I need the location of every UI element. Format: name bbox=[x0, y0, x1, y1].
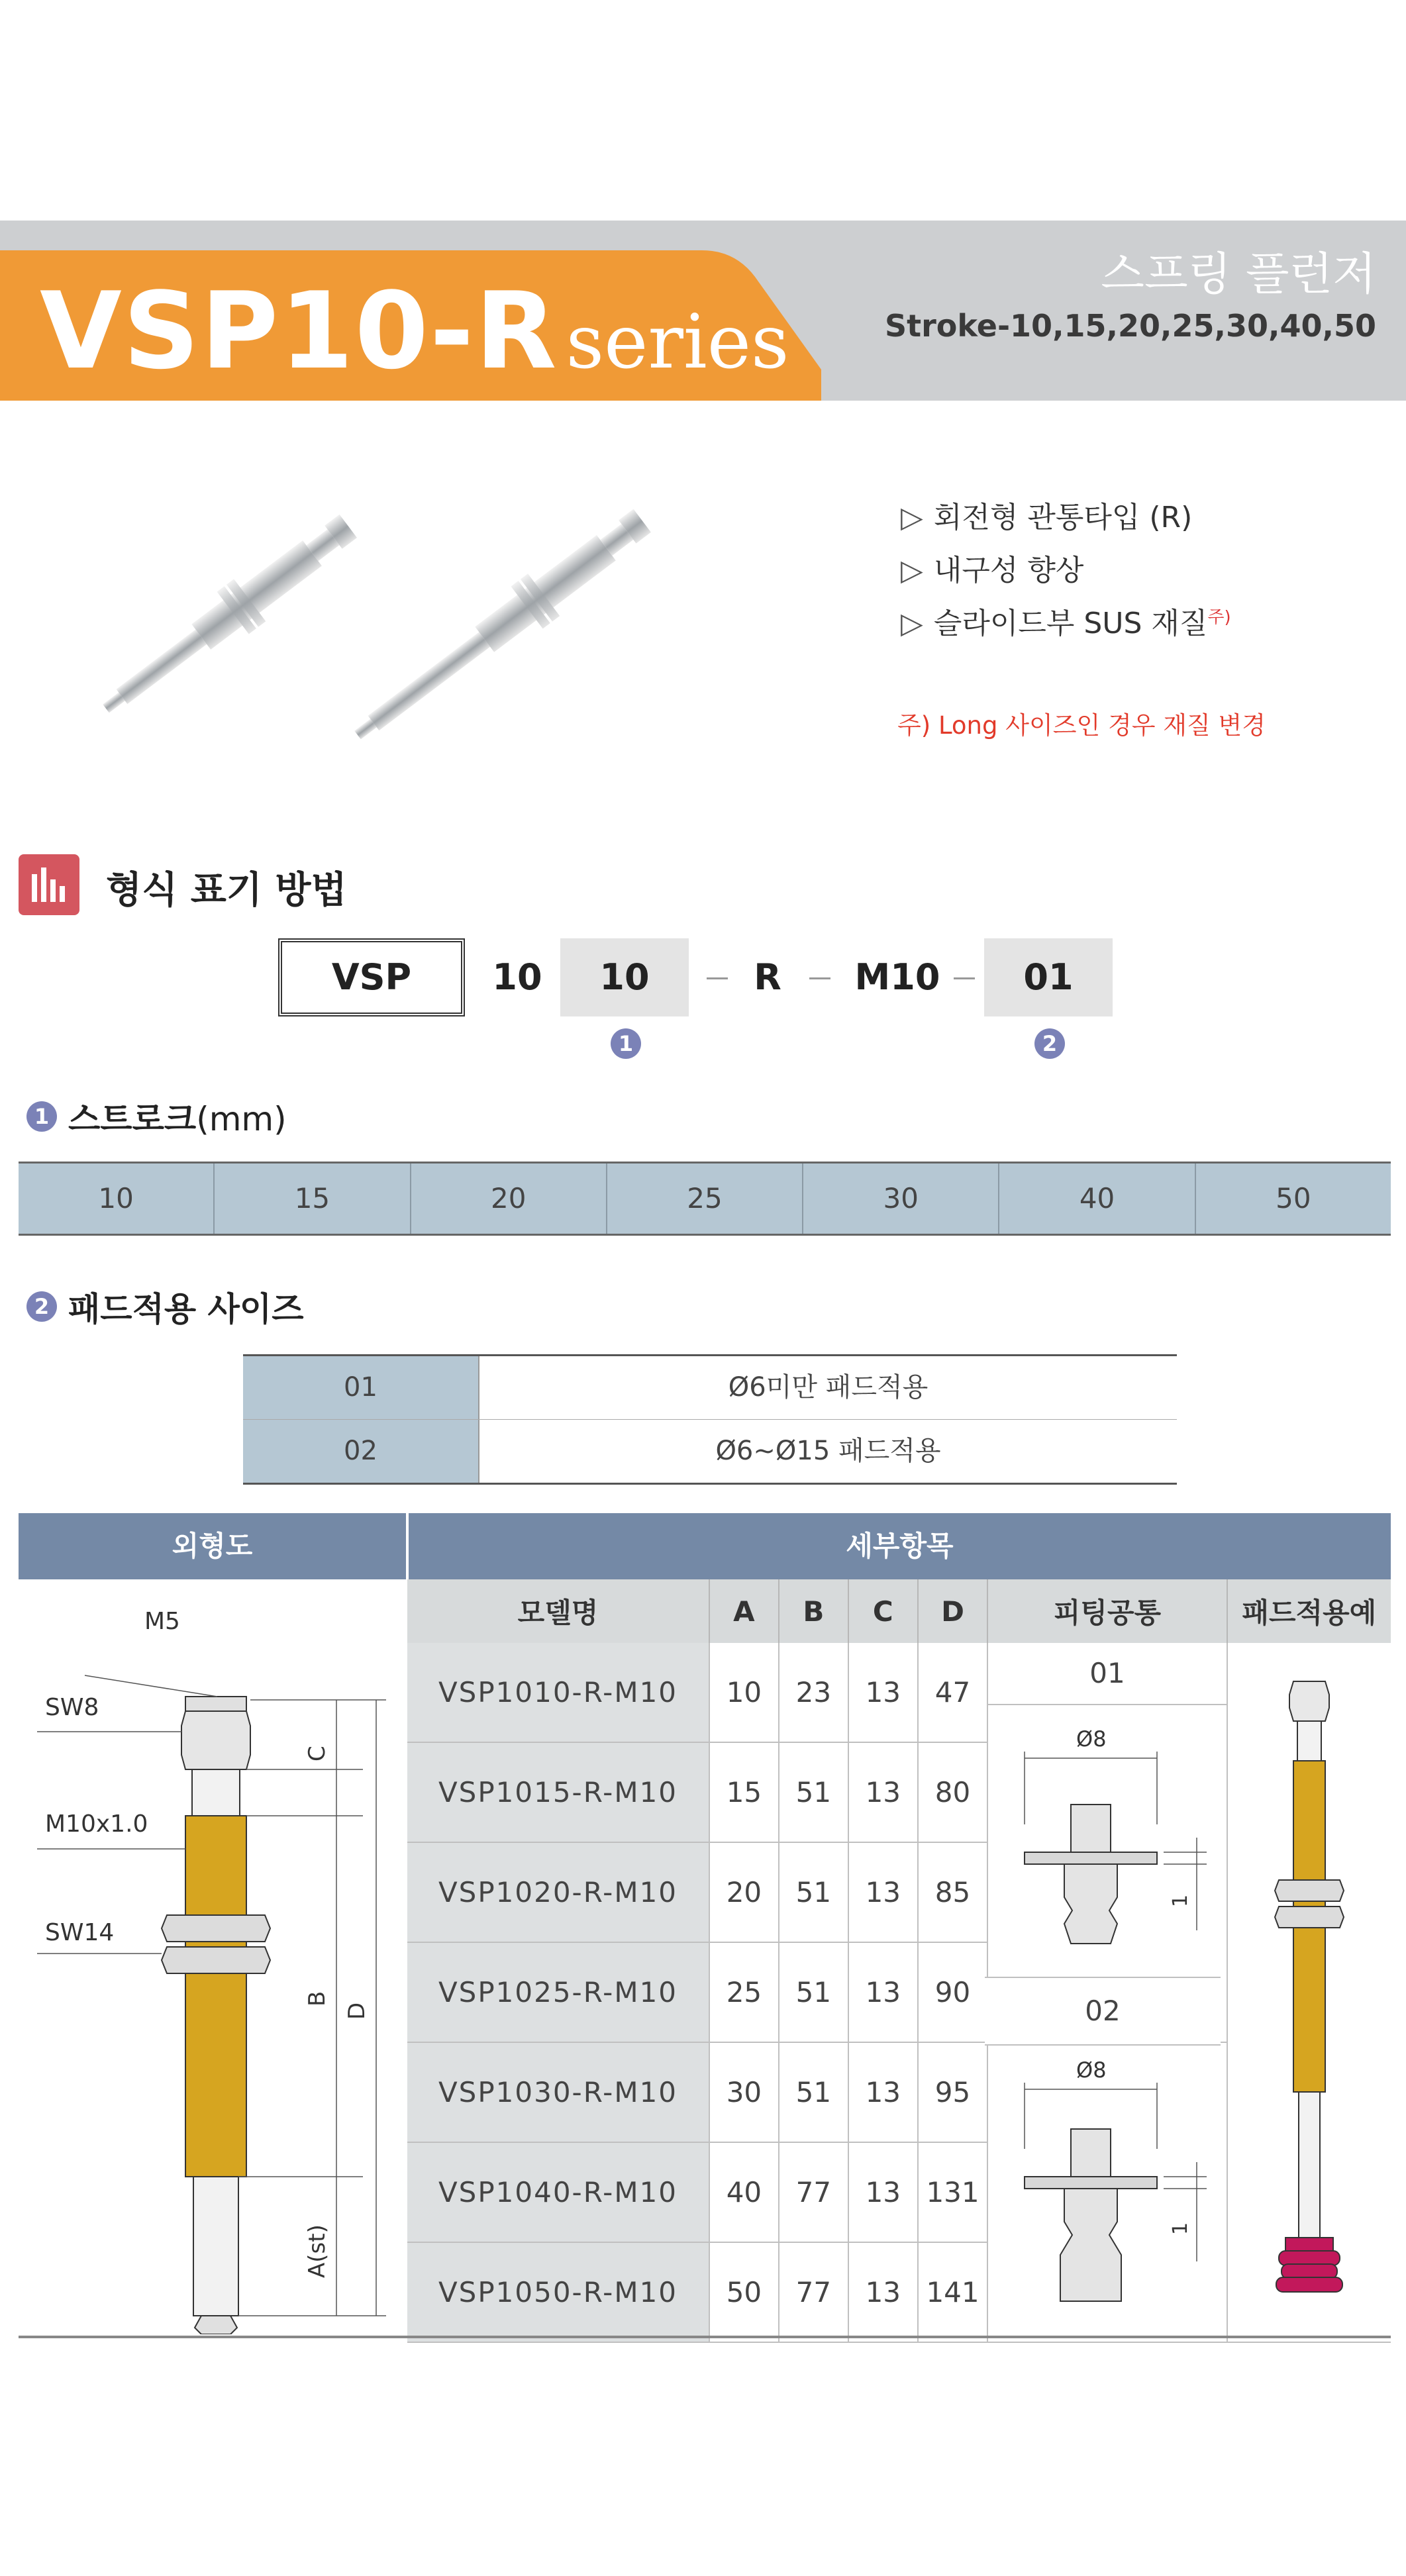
col-pad-example: 패드적용예 bbox=[1227, 1579, 1391, 1643]
pn-pad-size: 01 bbox=[984, 938, 1113, 1016]
pad-size-table bbox=[243, 1354, 1177, 1485]
col-model: 모델명 bbox=[407, 1579, 709, 1643]
cell-c: 13 bbox=[848, 2042, 918, 2142]
bar-chart-icon bbox=[19, 854, 79, 915]
label-c: C bbox=[304, 1746, 330, 1761]
fitting-drawing bbox=[998, 2050, 1217, 2341]
pn-marker-2: 2 bbox=[1034, 1028, 1065, 1059]
col-fitting: 피팅공통 bbox=[987, 1579, 1227, 1643]
label-m10: M10x1.0 bbox=[45, 1810, 148, 1838]
pn-thread: M10 bbox=[854, 956, 940, 998]
pn-dash bbox=[809, 977, 830, 979]
pn-stroke: 10 bbox=[560, 938, 689, 1016]
feature-item: ▷ 슬라이드부 SUS 재질$^{주)}$ bbox=[901, 607, 1231, 640]
stroke-title: 스트로크(mm) bbox=[68, 1100, 287, 1138]
table-row bbox=[407, 1643, 1391, 1742]
stroke-options: Stroke-10,15,20,25,30,40,50 bbox=[885, 308, 1376, 344]
outline-drawing bbox=[19, 1583, 406, 2334]
label-d: D bbox=[344, 2002, 370, 2020]
cell-a: 10 bbox=[709, 1643, 779, 1742]
col-b: B bbox=[779, 1579, 848, 1643]
section-title: 형식 표기 방법 bbox=[106, 869, 347, 912]
cell-b: 77 bbox=[779, 2242, 848, 2342]
cell-model: VSP1015-R-M10 bbox=[407, 1742, 709, 1842]
label-b: B bbox=[304, 1991, 330, 2006]
cell-model: VSP1030-R-M10 bbox=[407, 2042, 709, 2142]
cell-model: VSP1050-R-M10 bbox=[407, 2242, 709, 2342]
pn-dash bbox=[707, 977, 728, 979]
fitting-code: 01 bbox=[988, 1643, 1226, 1705]
fitting-dim: 1 bbox=[1168, 2222, 1192, 2235]
fitting-drawing bbox=[998, 1705, 1217, 1990]
cell-a: 25 bbox=[709, 1942, 779, 2042]
cell-b: 51 bbox=[779, 2042, 848, 2142]
series-title: VSP10-R series bbox=[40, 269, 789, 393]
pn-bore: 10 bbox=[492, 956, 542, 998]
cell-a: 15 bbox=[709, 1742, 779, 1842]
cell-d: 95 bbox=[918, 2042, 988, 2142]
cell-d: 90 bbox=[918, 1942, 988, 2042]
plunger-image-right bbox=[342, 499, 658, 756]
cell-b: 23 bbox=[779, 1643, 848, 1742]
product-photo bbox=[93, 477, 755, 768]
cell-a: 40 bbox=[709, 2142, 779, 2242]
table-header-row bbox=[407, 1579, 1391, 1643]
label-sw14: SW14 bbox=[45, 1919, 115, 1946]
plunger-image-left bbox=[93, 505, 364, 730]
cell-d: 131 bbox=[918, 2142, 988, 2242]
cell-b: 51 bbox=[779, 1742, 848, 1842]
cell-model: VSP1020-R-M10 bbox=[407, 1842, 709, 1942]
col-d: D bbox=[918, 1579, 988, 1643]
stroke-marker: 1 bbox=[26, 1101, 57, 1132]
product-korean-title: 스프링 플런저 bbox=[1101, 248, 1376, 301]
stroke-cell: 50 bbox=[1276, 1182, 1311, 1214]
col-a: A bbox=[709, 1579, 779, 1643]
stroke-table bbox=[19, 1162, 1391, 1236]
pad-code: 02 bbox=[243, 1420, 479, 1483]
cell-model: VSP1010-R-M10 bbox=[407, 1643, 709, 1742]
cell-b: 51 bbox=[779, 1842, 848, 1942]
label-m5: M5 bbox=[144, 1608, 180, 1635]
label-sw8: SW8 bbox=[45, 1694, 99, 1721]
stroke-cell: 10 bbox=[19, 1164, 215, 1234]
header-drawing: 외형도 bbox=[19, 1513, 406, 1579]
cell-a: 30 bbox=[709, 2042, 779, 2142]
cell-d: 80 bbox=[918, 1742, 988, 1842]
pad-example bbox=[1227, 1643, 1391, 2342]
feature-item: ▷ 회전형 관통타입 (R) bbox=[901, 501, 1193, 534]
fitting-dim: 1 bbox=[1168, 1894, 1192, 1907]
cell-a: 50 bbox=[709, 2242, 779, 2342]
pad-code: 01 bbox=[243, 1356, 479, 1419]
fitting-dia: Ø8 bbox=[1076, 1726, 1107, 1752]
pad-marker: 2 bbox=[26, 1291, 57, 1322]
spec-table bbox=[407, 1579, 1391, 2343]
cell-d: 47 bbox=[918, 1643, 988, 1742]
pad-title: 패드적용 사이즈 bbox=[68, 1290, 304, 1328]
pn-type: R bbox=[754, 956, 781, 998]
stroke-cell: 40 bbox=[999, 1164, 1195, 1234]
cell-d: 141 bbox=[918, 2242, 988, 2342]
divider bbox=[19, 2336, 1391, 2338]
cell-d: 85 bbox=[918, 1842, 988, 1942]
cell-b: 77 bbox=[779, 2142, 848, 2242]
cell-c: 13 bbox=[848, 1742, 918, 1842]
col-c: C bbox=[848, 1579, 918, 1643]
stroke-cell: 30 bbox=[803, 1164, 999, 1234]
feature-item: ▷ 내구성 향상 bbox=[901, 554, 1084, 587]
table-row bbox=[243, 1356, 1177, 1420]
pn-prefix: VSP bbox=[278, 938, 465, 1016]
cell-c: 13 bbox=[848, 1643, 918, 1742]
fitting-02 bbox=[987, 2042, 1227, 2342]
fitting-dia: Ø8 bbox=[1076, 2057, 1107, 2083]
label-a: A(st) bbox=[304, 2224, 330, 2278]
cell-c: 13 bbox=[848, 2242, 918, 2342]
stroke-cell: 20 bbox=[411, 1164, 607, 1234]
cell-c: 13 bbox=[848, 2142, 918, 2242]
pad-example-drawing bbox=[1270, 1668, 1349, 2317]
cell-c: 13 bbox=[848, 1842, 918, 1942]
table-row bbox=[243, 1420, 1177, 1483]
material-note: 주) Long 사이즈인 경우 재질 변경 bbox=[897, 711, 1266, 740]
cell-model: VSP1040-R-M10 bbox=[407, 2142, 709, 2242]
cell-model: VSP1025-R-M10 bbox=[407, 1942, 709, 2042]
pn-dash bbox=[954, 977, 975, 979]
header-details: 세부항목 bbox=[409, 1513, 1391, 1579]
cell-c: 13 bbox=[848, 1942, 918, 2042]
stroke-cell: 15 bbox=[215, 1164, 411, 1234]
pn-marker-1: 1 bbox=[611, 1028, 641, 1059]
cell-b: 51 bbox=[779, 1942, 848, 2042]
fitting-code: 02 bbox=[985, 1977, 1221, 2046]
cell-a: 20 bbox=[709, 1842, 779, 1942]
stroke-cell: 25 bbox=[607, 1164, 803, 1234]
pad-desc: Ø6미만 패드적용 bbox=[728, 1372, 929, 1403]
pad-desc: Ø6~Ø15 패드적용 bbox=[715, 1436, 941, 1466]
